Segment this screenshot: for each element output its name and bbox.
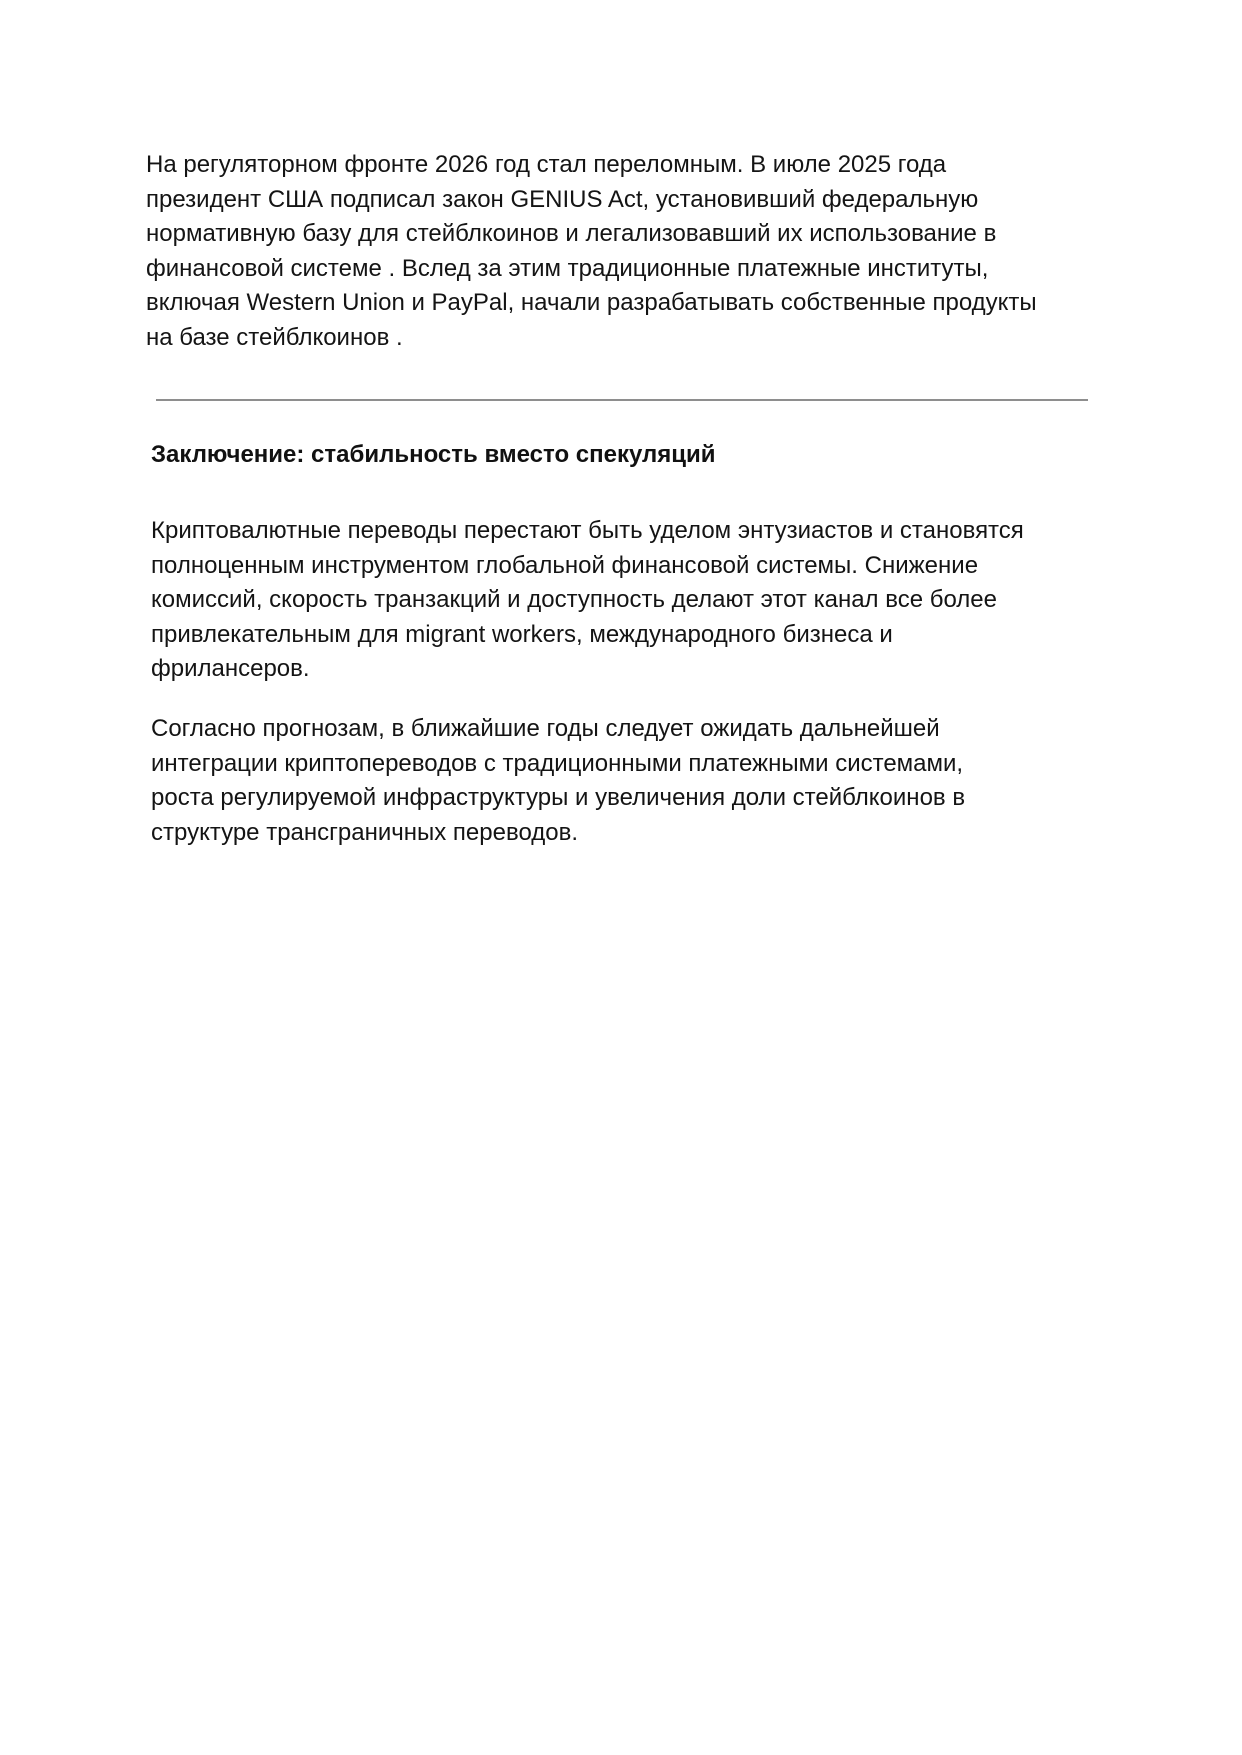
text-line: фрилансеров.: [151, 655, 310, 683]
text-line: президент США подписал закон GENIUS Act, установивший федеральную: [146, 185, 979, 213]
text-line: нормативную базу для стейблкоинов и легализовавший их использование в: [146, 220, 997, 248]
text-line: Криптовалютные переводы перестают быть уделом энтузиастов и становятся: [151, 517, 1024, 544]
intro-paragraph: [146, 148, 1037, 356]
text-line: структуре трансграничных переводов.: [151, 818, 579, 846]
conclusion-heading: Заключение: стабильность вместо спекуляций: [151, 441, 716, 468]
text-line: На регуляторном фронте 2026 год стал переломным. В июле 2025 года: [146, 151, 947, 178]
text-line: полноценным инструментом глобальной финансовой системы. Снижение: [151, 551, 979, 579]
text-line: Согласно прогнозам, в ближайшие годы следует ожидать дальнейшей: [151, 715, 940, 742]
text-line: привлекательным для migrant workers, международного бизнеса и: [151, 620, 893, 648]
text-line: комиссий, скорость транзакций и доступность делают этот канал все более: [151, 586, 997, 614]
conclusion-paragraph-1: [151, 514, 1024, 687]
text-line: на базе стейблкоинов .: [146, 323, 403, 351]
conclusion-paragraph-2: [151, 712, 965, 850]
text-line: финансовой системе . Вслед за этим традиционные платежные институты,: [146, 254, 989, 282]
text-line: включая Western Union и PayPal, начали разрабатывать собственные продукты: [146, 289, 1037, 317]
text-line: интеграции криптопереводов с традиционными платежными системами,: [151, 749, 964, 777]
text-line: роста регулируемой инфраструктуры и увеличения доли стейблкоинов в: [151, 784, 966, 812]
horizontal-divider: [156, 399, 1088, 401]
